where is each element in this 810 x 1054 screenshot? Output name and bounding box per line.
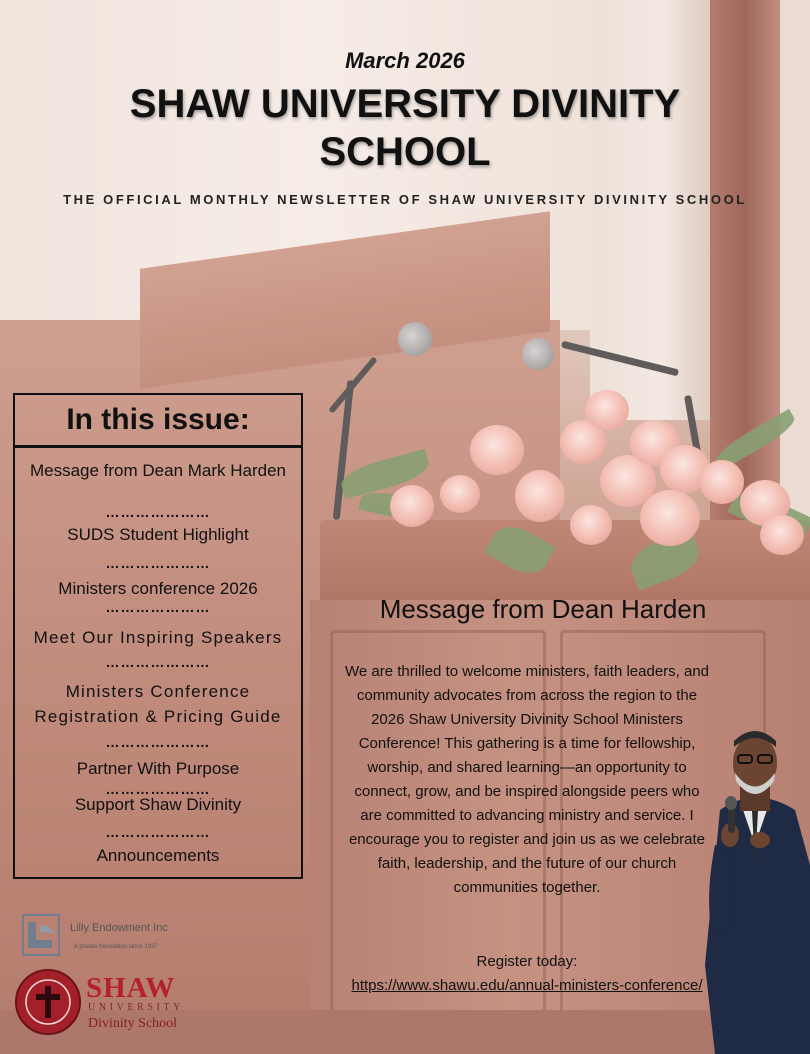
message-title: Message from Dean Harden (379, 594, 707, 624)
toc-item-ministers-conference[interactable]: Ministers conference 2026 (58, 579, 258, 598)
lilly-logo-icon (22, 914, 60, 956)
toc-separator: ………………… (105, 555, 211, 571)
shaw-logo-university: UNIVERSITY (88, 1002, 184, 1013)
dean-photo (700, 715, 810, 1054)
toc-item-support-shaw-divinity[interactable]: Support Shaw Divinity (74, 795, 242, 814)
register-label: Register today: (476, 953, 578, 970)
toc-separator: ………………… (105, 504, 211, 520)
register-section (344, 950, 710, 998)
toc-separator: ………………… (105, 599, 211, 615)
in-this-issue-box (13, 393, 303, 879)
toc-item-student-highlight[interactable]: SUDS Student Highlight (67, 525, 249, 544)
issue-date: March 2026 (345, 48, 465, 73)
shaw-logo-name: SHAW (86, 972, 176, 1004)
shaw-seal-icon (14, 968, 82, 1036)
toc-item-registration-pricing[interactable]: Ministers Conference Registration & Pricing Guide (34, 682, 282, 726)
newsletter-subtitle: THE OFFICIAL MONTHLY NEWSLETTER OF SHAW UNIVERSITY DIVINITY SCHOOL (63, 192, 747, 207)
toc-item-announcements[interactable]: Announcements (96, 846, 220, 865)
toc-separator: ………………… (105, 781, 211, 797)
lilly-name: Lilly Endowment Inc (70, 922, 168, 934)
toc-item-message-from-dean[interactable]: Message from Dean Mark Harden (29, 461, 287, 480)
toc-item-partner-with-purpose[interactable]: Partner With Purpose (76, 759, 240, 778)
lilly-endowment-logo (22, 914, 202, 960)
toc-separator: ………………… (105, 824, 211, 840)
newsletter-title: SHAW UNIVERSITY DIVINITY SCHOOL (129, 82, 681, 174)
register-link[interactable]: https://www.shawu.edu/annual-ministers-conference/ (351, 977, 703, 994)
toc-item-speakers[interactable]: Meet Our Inspiring Speakers (33, 628, 283, 647)
in-this-issue-heading: In this issue: (15, 395, 301, 448)
shaw-divinity-logo (14, 968, 194, 1038)
lilly-tagline: A private foundation since 1937 (74, 944, 158, 950)
toc-separator: ………………… (105, 734, 211, 750)
shaw-logo-divinity-school: Divinity School (88, 1016, 178, 1031)
toc-separator: ………………… (105, 654, 211, 670)
message-body: We are thrilled to welcome ministers, faith leaders, and community advocates from across the region to the 2026 Shaw University Divinity School Ministers Conference! This gathering is a time for fellowship, worship, and shared learning—an opportunity to connect, grow, and be inspired alongside peers who are committed to advancing ministry and service. I encourage you to register and join us as we celebrate faith, leadership, and the future of our church communities together. (344, 663, 710, 896)
